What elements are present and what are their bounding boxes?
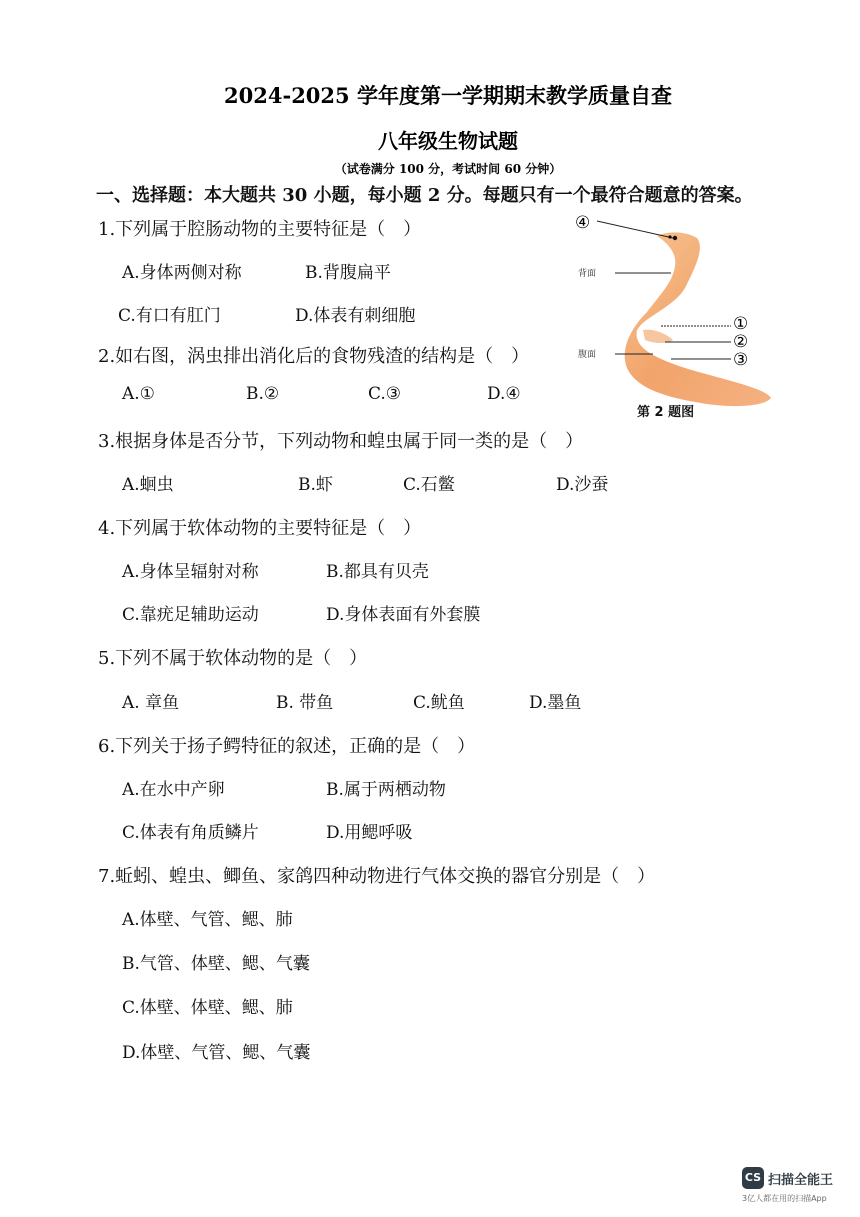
question-6-option-a: A.在水中产卵	[122, 780, 225, 800]
scanner-logo-icon: CS	[742, 1167, 764, 1189]
question-6-stem: 6.下列关于扬子鳄特征的叙述，正确的是（ ）	[98, 736, 476, 757]
question-4-option-d: D.身体表面有外套膜	[326, 605, 481, 625]
question-5-option-a: A. 章鱼	[122, 693, 180, 713]
exam-title: 2024-2025 学年度第一学期期末教学质量自查	[224, 83, 672, 108]
question-1-option-d: D.体表有刺细胞	[295, 306, 416, 326]
question-4-option-b: B.都具有贝壳	[326, 562, 429, 582]
question-2-option-b: B.②	[246, 384, 280, 404]
planarian-pharynx	[643, 330, 673, 343]
question-5-option-c: C.鱿鱼	[413, 693, 465, 713]
question-2-stem: 2.如右图，涡虫排出消化后的食物残渣的结构是（ ）	[98, 346, 530, 367]
question-7-option-d: D.体壁、气管、鳃、气囊	[122, 1043, 311, 1063]
label-ventral: 腹面	[578, 350, 597, 360]
question-1-stem: 1.下列属于腔肠动物的主要特征是（ ）	[98, 219, 422, 240]
marker-3: ③	[733, 350, 749, 370]
planarian-body	[625, 232, 771, 406]
question-5-option-b: B. 带鱼	[276, 693, 334, 713]
question-3-stem: 3.根据身体是否分节，下列动物和蝗虫属于同一类的是（ ）	[98, 431, 584, 452]
question-7-option-a: A.体壁、气管、鳃、肺	[122, 910, 293, 930]
question-6-option-d: D.用鳃呼吸	[326, 823, 413, 843]
question-5-stem: 5.下列不属于软体动物的是（ ）	[98, 648, 368, 669]
question-7-option-b: B.气管、体壁、鳃、气囊	[122, 954, 310, 974]
scanner-tagline: 3亿人都在用的扫描App	[742, 1194, 827, 1203]
question-7-option-c: C.体壁、体壁、鳃、肺	[122, 998, 293, 1018]
question-3-option-b: B.虾	[298, 475, 333, 495]
question-2-option-d: D.④	[487, 384, 521, 404]
question-1-option-a: A.身体两侧对称	[122, 263, 242, 283]
question-4-option-a: A.身体呈辐射对称	[122, 562, 259, 582]
question-2-option-a: A.①	[122, 384, 155, 404]
exam-subtitle: 八年级生物试题	[378, 129, 518, 153]
question-3-option-d: D.沙蚕	[556, 475, 609, 495]
marker-4: ④	[575, 213, 591, 233]
question-6-option-b: B.属于两栖动物	[326, 780, 446, 800]
section-heading: 一、选择题：本大题共 30 小题，每小题 2 分。每题只有一个最符合题意的答案。	[96, 185, 753, 206]
question-2-option-c: C.③	[368, 384, 402, 404]
marker-1: ①	[733, 314, 749, 334]
exam-note: （试卷满分 100 分，考试时间 60 分钟）	[334, 162, 562, 176]
question-1-option-b: B.背腹扁平	[305, 263, 391, 283]
label-dorsal: 背面	[578, 269, 597, 279]
figure-caption: 第 2 题图	[637, 405, 695, 420]
question-1-option-c: C.有口有肛门	[118, 306, 221, 326]
question-7-stem: 7.蚯蚓、蝗虫、鲫鱼、家鸽四种动物进行气体交换的器官分别是（ ）	[98, 866, 656, 887]
planarian-figure	[575, 208, 775, 418]
question-3-option-c: C.石鳖	[403, 475, 455, 495]
marker-2: ②	[733, 332, 749, 352]
question-3-option-a: A.蛔虫	[122, 475, 174, 495]
question-6-option-c: C.体表有角质鳞片	[122, 823, 259, 843]
question-4-option-c: C.靠疣足辅助运动	[122, 605, 259, 625]
question-5-option-d: D.墨鱼	[529, 693, 582, 713]
scanner-name: 扫描全能王	[768, 1173, 834, 1188]
question-4-stem: 4.下列属于软体动物的主要特征是（ ）	[98, 518, 422, 539]
